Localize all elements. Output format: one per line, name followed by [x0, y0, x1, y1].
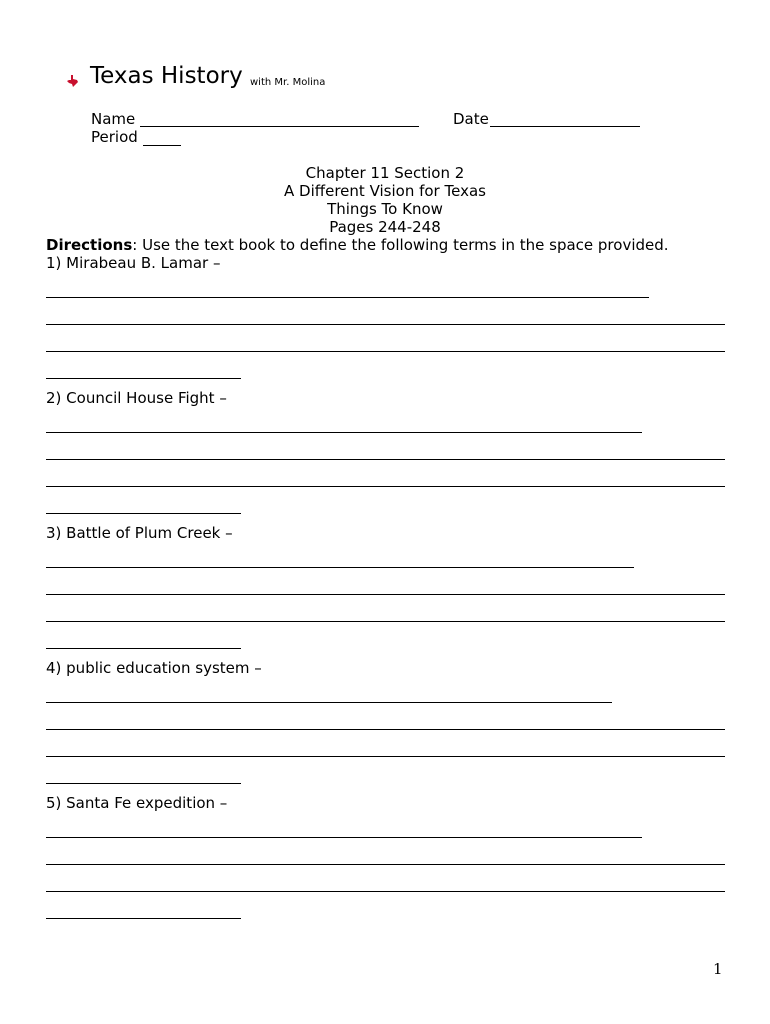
answer-line[interactable]: [46, 594, 725, 595]
answer-line[interactable]: [46, 324, 725, 325]
answer-line[interactable]: [46, 756, 725, 757]
texas-icon: [66, 74, 80, 88]
term-4: 4) public education system –: [46, 659, 262, 677]
directions-text: : Use the text book to define the following terms in the space provided.: [132, 236, 669, 254]
page-subtitle: with Mr. Molina: [250, 77, 326, 88]
answer-line[interactable]: [46, 702, 612, 703]
term-1: 1) Mirabeau B. Lamar –: [46, 254, 221, 272]
answer-line[interactable]: [46, 459, 725, 460]
term-5: 5) Santa Fe expedition –: [46, 794, 228, 812]
section-heading: [0, 164, 770, 236]
section-title: A Different Vision for Texas: [284, 182, 486, 200]
date-field[interactable]: [490, 126, 640, 127]
answer-line[interactable]: [46, 918, 241, 919]
answer-line[interactable]: [46, 783, 241, 784]
answer-line[interactable]: [46, 297, 649, 298]
answer-line[interactable]: [46, 378, 241, 379]
name-label: Name: [91, 110, 136, 128]
term-3: 3) Battle of Plum Creek –: [46, 524, 233, 542]
answer-line[interactable]: [46, 432, 642, 433]
page-number: 1: [713, 960, 723, 978]
chapter-line: Chapter 11 Section 2: [305, 164, 465, 182]
page-range: Pages 244-248: [329, 218, 441, 236]
page-title: Texas History: [90, 63, 243, 89]
answer-line[interactable]: [46, 513, 241, 514]
answer-line[interactable]: [46, 864, 725, 865]
date-label: Date: [453, 110, 489, 128]
answer-line[interactable]: [46, 621, 725, 622]
directions-label: Directions: [46, 236, 133, 254]
name-field[interactable]: [140, 126, 419, 127]
answer-line[interactable]: [46, 891, 725, 892]
period-field[interactable]: [143, 145, 181, 146]
term-2: 2) Council House Fight –: [46, 389, 227, 407]
answer-line[interactable]: [46, 648, 241, 649]
period-label: Period: [91, 128, 138, 146]
answer-line[interactable]: [46, 486, 725, 487]
answer-line[interactable]: [46, 729, 725, 730]
answer-line[interactable]: [46, 351, 725, 352]
directions: [46, 236, 669, 254]
answer-line[interactable]: [46, 567, 634, 568]
things-to-know: Things To Know: [327, 200, 443, 218]
answer-line[interactable]: [46, 837, 642, 838]
